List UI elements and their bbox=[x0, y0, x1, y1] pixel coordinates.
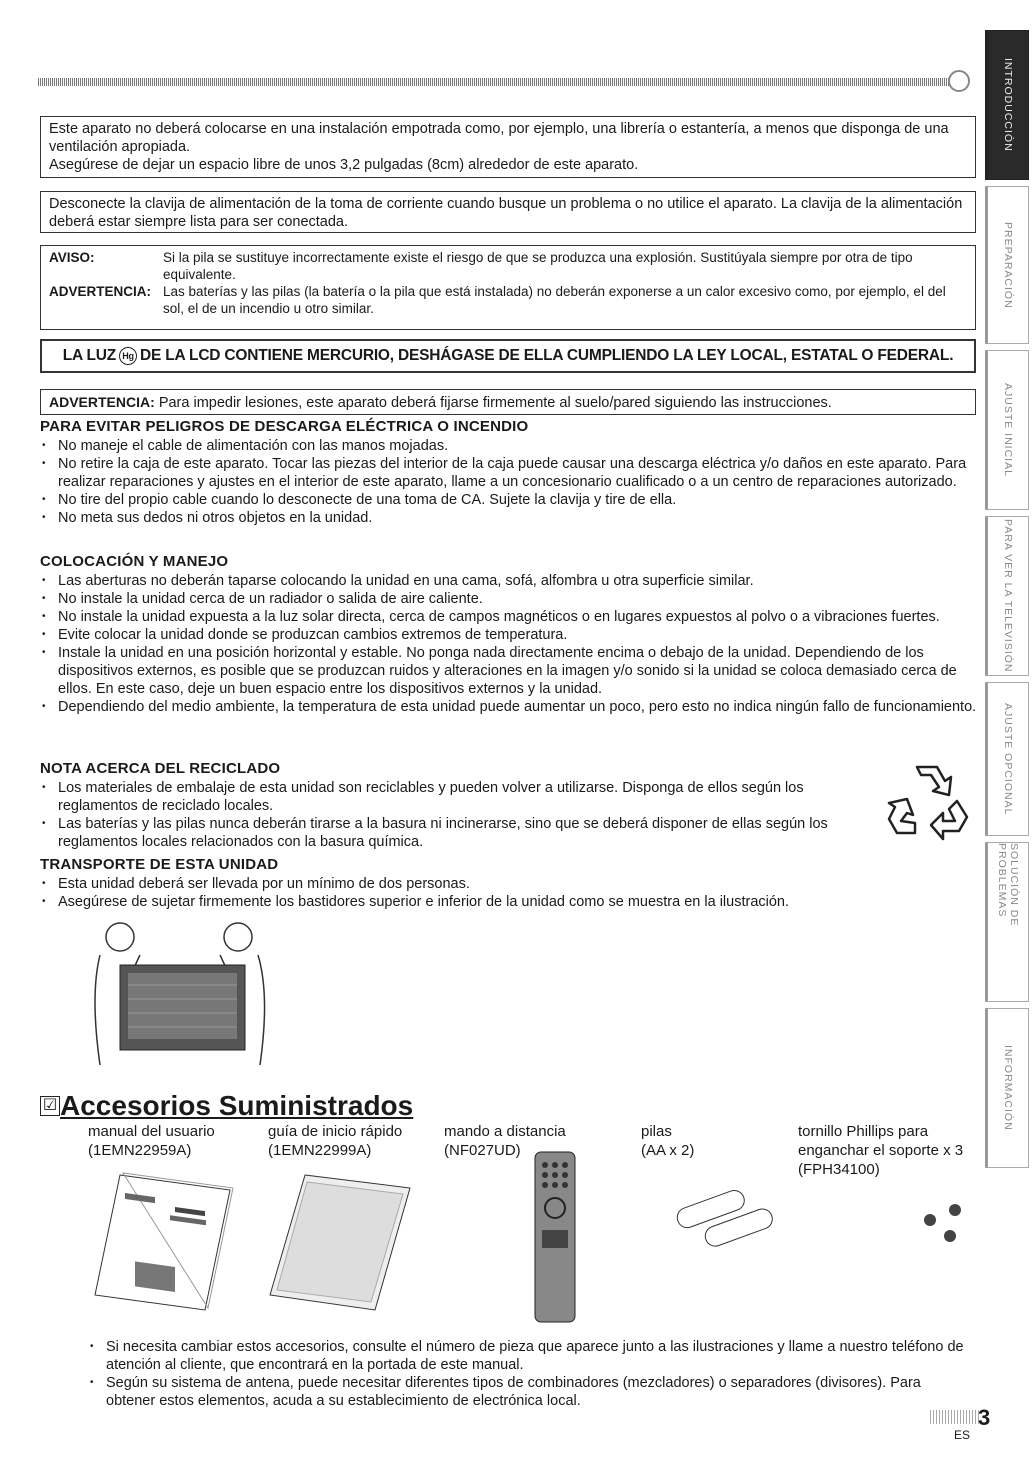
list-item: • Instale la unidad en una posición horizontal y estable. No ponga nada directamente encima o debajo de la unidad. Dependiendo de los dispositivos externos, es posible que se produzcan ruidos y alteraciones en la imagen y/o sonido si la unidad se coloca demasiado cerca de ellos. En este caso, deje un buen espacio entre los dispositivos externos y la unidad. bbox=[40, 644, 980, 698]
accessories-title: Accesorios Suministrados bbox=[60, 1090, 414, 1121]
batteries-illustration bbox=[670, 1178, 790, 1258]
page-number: 3 bbox=[978, 1405, 991, 1430]
section-title-electric: PARA EVITAR PELIGROS DE DESCARGA ELÉCTRICA O INCENDIO bbox=[40, 418, 529, 435]
list-recycle bbox=[40, 779, 860, 851]
page-language: ES bbox=[954, 1428, 971, 1442]
list-item: • Según su sistema de antena, puede necesitar diferentes tipos de combinadores (mezcladores) o separadores (divisores). Para obtener estos elementos, acuda a su establecimiento de electrónica local. bbox=[88, 1374, 968, 1410]
recycle-icon bbox=[885, 757, 975, 843]
accessory-user-manual: manual del usuario (1EMN22959A) bbox=[88, 1123, 215, 1159]
quick-guide-illustration bbox=[265, 1170, 415, 1315]
tab-solucion-de-problemas[interactable]: SOLUCIÓN DE PROBLEMAS bbox=[985, 842, 1029, 1002]
power-plug-notice: Desconecte la clavija de alimentación de la toma de corriente cuando busque un problema o no utilice el aparato. La clavija de la alimentación deberá estar siempre lista para ser conectada. bbox=[40, 191, 976, 233]
section-title-transport: TRANSPORTE DE ESTA UNIDAD bbox=[40, 856, 279, 873]
list-item: • Esta unidad deberá ser llevada por un mínimo de dos personas. bbox=[40, 875, 980, 893]
list-item: • Asegúrese de sujetar firmemente los bastidores superior e inferior de la unidad como se muestra en la ilustración. bbox=[40, 893, 980, 911]
tab-preparacion[interactable]: PREPARACIÓN bbox=[985, 186, 1029, 344]
aviso-row bbox=[49, 249, 967, 283]
fixing-warning-text: Para impedir lesiones, este aparato deberá fijarse firmemente al suelo/pared siguiendo las instrucciones. bbox=[158, 395, 832, 411]
accessory-remote-control: mando a distancia (NF027UD) bbox=[444, 1123, 566, 1159]
ventilation-notice bbox=[40, 116, 976, 178]
user-manual-illustration bbox=[90, 1170, 240, 1315]
two-people-carrying-tv-illustration bbox=[80, 915, 280, 1085]
list-item: • Evite colocar la unidad donde se produzcan cambios extremos de temperatura. bbox=[40, 626, 980, 644]
aviso-text: Si la pila se sustituye incorrectamente existe el riesgo de que se produzca una explosión. Sustitúyala siempre por otra de tipo equivalente. bbox=[163, 250, 913, 282]
list-accessory-notes bbox=[88, 1338, 968, 1410]
section-title-placement: COLOCACIÓN Y MANEJO bbox=[40, 553, 229, 570]
ventilation-notice-line1: Este aparato no deberá colocarse en una instalación empotrada como, por ejemplo, una librería o estantería, a menos que disponga de una ventilación apropiada. bbox=[49, 121, 949, 155]
page-number-band bbox=[930, 1410, 980, 1424]
screws-illustration bbox=[915, 1198, 975, 1248]
battery-warning-box bbox=[40, 245, 976, 330]
list-placement bbox=[40, 572, 980, 716]
list-item: • No retire la caja de este aparato. Tocar las piezas del interior de la caja puede causar una descarga eléctrica y/o daños en este aparato. Para realizar reparaciones y ajustes en el interior de este aparato, llame a un concesionario cualificado o a un centro de reparaciones autorizado. bbox=[40, 455, 980, 491]
list-item: • No maneje el cable de alimentación con las manos mojadas. bbox=[40, 437, 980, 455]
list-electric bbox=[40, 437, 980, 527]
fixing-warning-box bbox=[40, 389, 976, 415]
tab-ajuste-inicial[interactable]: AJUSTE INICIAL bbox=[985, 350, 1029, 510]
tab-para-ver-la-television[interactable]: PARA VER LA TELEVISIÓN bbox=[985, 516, 1029, 676]
list-item: • No instale la unidad expuesta a la luz solar directa, cerca de campos magnéticos o en lugares expuestos al polvo o a vibraciones fuertes. bbox=[40, 608, 980, 626]
list-item: • Si necesita cambiar estos accesorios, consulte el número de pieza que aparece junto a las ilustraciones y llame a nuestro teléfono de atención al cliente, que encontrará en la portada de este manual. bbox=[88, 1338, 968, 1374]
advertencia-text: Las baterías y las pilas (la batería o la pila que está instalada) no deberán exponerse a un calor excesivo como, por ejemplo, el del sol, el de un incendio u otro similar. bbox=[163, 284, 946, 316]
advertencia-label: ADVERTENCIA: bbox=[49, 284, 152, 299]
advertencia-row bbox=[49, 283, 967, 317]
tab-informacion[interactable]: INFORMACIÓN bbox=[985, 1008, 1029, 1168]
list-item: • Las aberturas no deberán taparse colocando la unidad en una cama, sofá, alfombra u otra superficie similar. bbox=[40, 572, 980, 590]
ventilation-notice-line2: Asegúrese de dejar un espacio libre de unos 3,2 pulgadas (8cm) alrededor de este aparato. bbox=[49, 157, 639, 173]
tab-introduccion[interactable]: INTRODUCCIÓN bbox=[985, 30, 1029, 180]
list-item: • Las baterías y las pilas nunca deberán tirarse a la basura ni incinerarse, sino que se deberá disponer de ellas según los reglamentos locales relacionados con la basura química. bbox=[40, 815, 860, 851]
accessory-batteries: pilas (AA x 2) bbox=[641, 1123, 695, 1159]
list-item: • Los materiales de embalaje de esta unidad son reciclables y pueden volver a utilizarse. Disponga de ellos según los reglamentos de reciclado locales. bbox=[40, 779, 860, 815]
list-item: • No meta sus dedos ni otros objetos en la unidad. bbox=[40, 509, 980, 527]
hg-symbol-icon: Hg bbox=[119, 347, 137, 365]
list-item: • No tire del propio cable cuando lo desconecte de una toma de CA. Sujete la clavija y tire de ella. bbox=[40, 491, 980, 509]
header-circle-ornament bbox=[948, 70, 970, 92]
list-transport bbox=[40, 875, 980, 911]
accessories-check-icon: ☑ bbox=[40, 1096, 60, 1116]
remote-control-illustration bbox=[530, 1150, 580, 1325]
tab-ajuste-opcional[interactable]: AJUSTE OPCIONAL bbox=[985, 682, 1029, 836]
list-item: • No instale la unidad cerca de un radiador o salida de aire caliente. bbox=[40, 590, 980, 608]
list-item: • Dependiendo del medio ambiente, la temperatura de esta unidad puede aumentar un poco, pero esto no indica ningún fallo de funcionamiento. bbox=[40, 698, 980, 716]
section-title-recycle: NOTA ACERCA DEL RECICLADO bbox=[40, 760, 281, 777]
accessory-quick-guide: guía de inicio rápido (1EMN22999A) bbox=[268, 1123, 403, 1159]
mercury-warning-banner: LA LUZ Hg DE LA LCD CONTIENE MERCURIO, DESHÁGASE DE ELLA CUMPLIENDO LA LEY LOCAL, ESTATAL O FEDERAL. bbox=[40, 339, 976, 373]
header-rule bbox=[38, 78, 958, 86]
accessory-screws: tornillo Phillips para enganchar el soporte x 3 (FPH34100) bbox=[798, 1123, 964, 1178]
fixing-warning-label: ADVERTENCIA: bbox=[49, 394, 155, 410]
aviso-label: AVISO: bbox=[49, 250, 95, 265]
